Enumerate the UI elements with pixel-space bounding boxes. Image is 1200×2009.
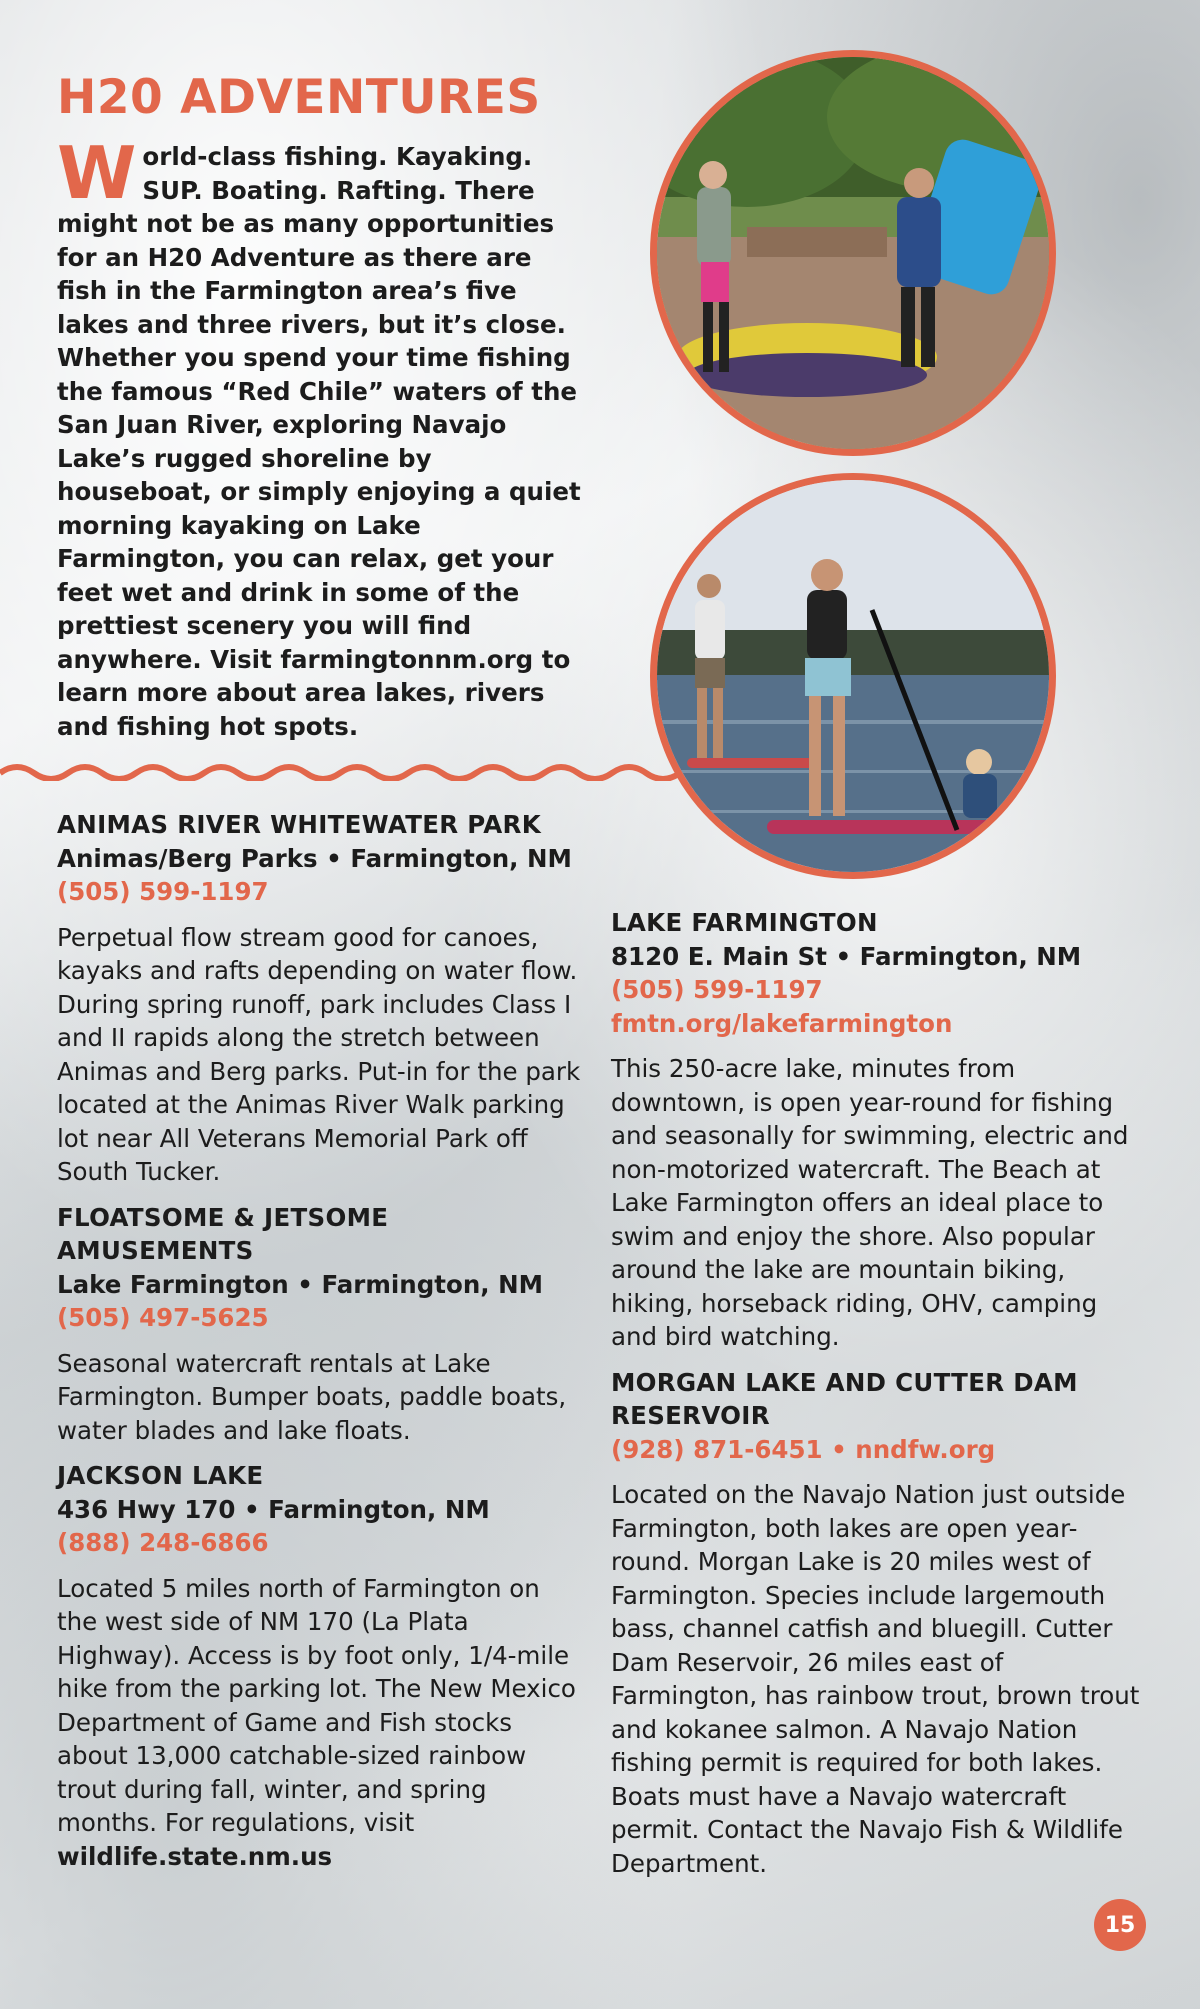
listing-phone[interactable]: (505) 599-1197 xyxy=(611,975,823,1004)
listing-location: Animas/Berg Parks • Farmington, NM xyxy=(57,843,572,873)
listing-description xyxy=(57,1572,587,1874)
listing-description: Seasonal watercraft rentals at Lake Farmington. Bumper boats, paddle boats, water blades and lake floats. xyxy=(57,1348,567,1445)
listing-description: Located on the Navajo Nation just outside Farmington, both lakes are open year-round. Morgan Lake is 20 miles west of Farmington. Species include largemouth bass, channel catfish and bluegill. Cutter Dam Reservoir, 26 miles east of Farmington, has rainbow trout, brown trout and kokanee salmon. A Navajo Nation fishing permit is required for both lakes. Boats must have a Navajo watercraft permit. Contact the Navajo Fish & Wildlife Department. xyxy=(611,1480,1140,1878)
listing-name: LAKE FARMINGTON xyxy=(611,908,878,937)
paddleboard-photo xyxy=(650,473,1056,879)
kayakers-photo-illustration xyxy=(657,57,1049,449)
listing-description: This 250-acre lake, minutes from downtown, is open year-round for fishing and seasonally for swimming, electric and non-motorized watercraft. The Beach at Lake Farmington offers an ideal place to swim and enjoy the shore. Also popular around the lake are mountain biking, hiking, horseback riding, OHV, camping and bird watching. xyxy=(611,1054,1129,1351)
page-number-badge: 15 xyxy=(1094,1899,1146,1951)
listing-floatsome-jetsome xyxy=(57,1201,587,1448)
drop-cap: W xyxy=(57,131,137,215)
intro-paragraph xyxy=(57,131,587,743)
listing-jackson-lake xyxy=(57,1459,587,1873)
intro-text: orld-class fishing. Kayaking. SUP. Boating. Rafting. There might not be as many opportunities for an H20 Adventure as there are fish in the Farmington area’s five lakes and three rivers, but it’s close. Whether you spend your time fishing the famous “Red Chile” waters of the San Juan River, exploring Navajo Lake’s rugged shoreline by houseboat, or simply enjoying a quiet morning kayaking on Lake Farmington, you can relax, get your feet wet and drink in some of the prettiest scenery you will find anywhere. Visit farmingtonnm.org to learn more about area lakes, rivers and fishing hot spots. xyxy=(57,142,581,741)
left-column xyxy=(57,808,587,1885)
listing-morgan-lake xyxy=(611,1366,1151,1881)
kayakers-photo xyxy=(650,50,1056,456)
listing-name: FLOATSOME & JETSOME AMUSEMENTS xyxy=(57,1202,389,1265)
listing-location: 436 Hwy 170 • Farmington, NM xyxy=(57,1494,490,1524)
paddleboard-photo-illustration xyxy=(657,480,1049,872)
right-column xyxy=(611,906,1151,1892)
listing-location: Lake Farmington • Farmington, NM xyxy=(57,1269,543,1299)
page-title: H20 ADVENTURES xyxy=(57,70,541,125)
listing-description: Perpetual flow stream good for canoes, kayaks and rafts depending on water flow. During spring runoff, park includes Class I and II rapids along the stretch between Animas and Berg parks. Put-in for the park located at the Animas River Walk parking lot near All Veterans Memorial Park off South Tucker. xyxy=(57,922,581,1186)
listing-phone[interactable]: (505) 599-1197 xyxy=(57,877,269,906)
wildlife-website-link[interactable]: wildlife.state.nm.us xyxy=(57,1841,333,1871)
listing-phone[interactable]: (888) 248-6866 xyxy=(57,1528,269,1557)
listing-description-text: Located 5 miles north of Farmington on the west side of NM 170 (La Plata Highway). Access is by foot only, 1/4-mile hike from the parking lot. The New Mexico Department of Game and Fish stocks about 13,000 catchable-sized rainbow trout during fall, winter, and spring months. For regulations, visit xyxy=(57,1573,576,1837)
listing-name: ANIMAS RIVER WHITEWATER PARK xyxy=(57,810,542,839)
listing-phone[interactable]: (505) 497-5625 xyxy=(57,1303,269,1332)
listing-animas-river-whitewater-park xyxy=(57,808,587,1189)
listing-phone-website[interactable]: (928) 871-6451 • nndfw.org xyxy=(611,1434,996,1464)
listing-name: MORGAN LAKE AND CUTTER DAM RESERVOIR xyxy=(611,1367,1078,1430)
listing-location: 8120 E. Main St • Farmington, NM xyxy=(611,941,1082,971)
wave-divider xyxy=(0,757,680,781)
listing-lake-farmington xyxy=(611,906,1151,1354)
listing-name: JACKSON LAKE xyxy=(57,1461,264,1490)
listing-website-link[interactable]: fmtn.org/lakefarmington xyxy=(611,1008,953,1038)
